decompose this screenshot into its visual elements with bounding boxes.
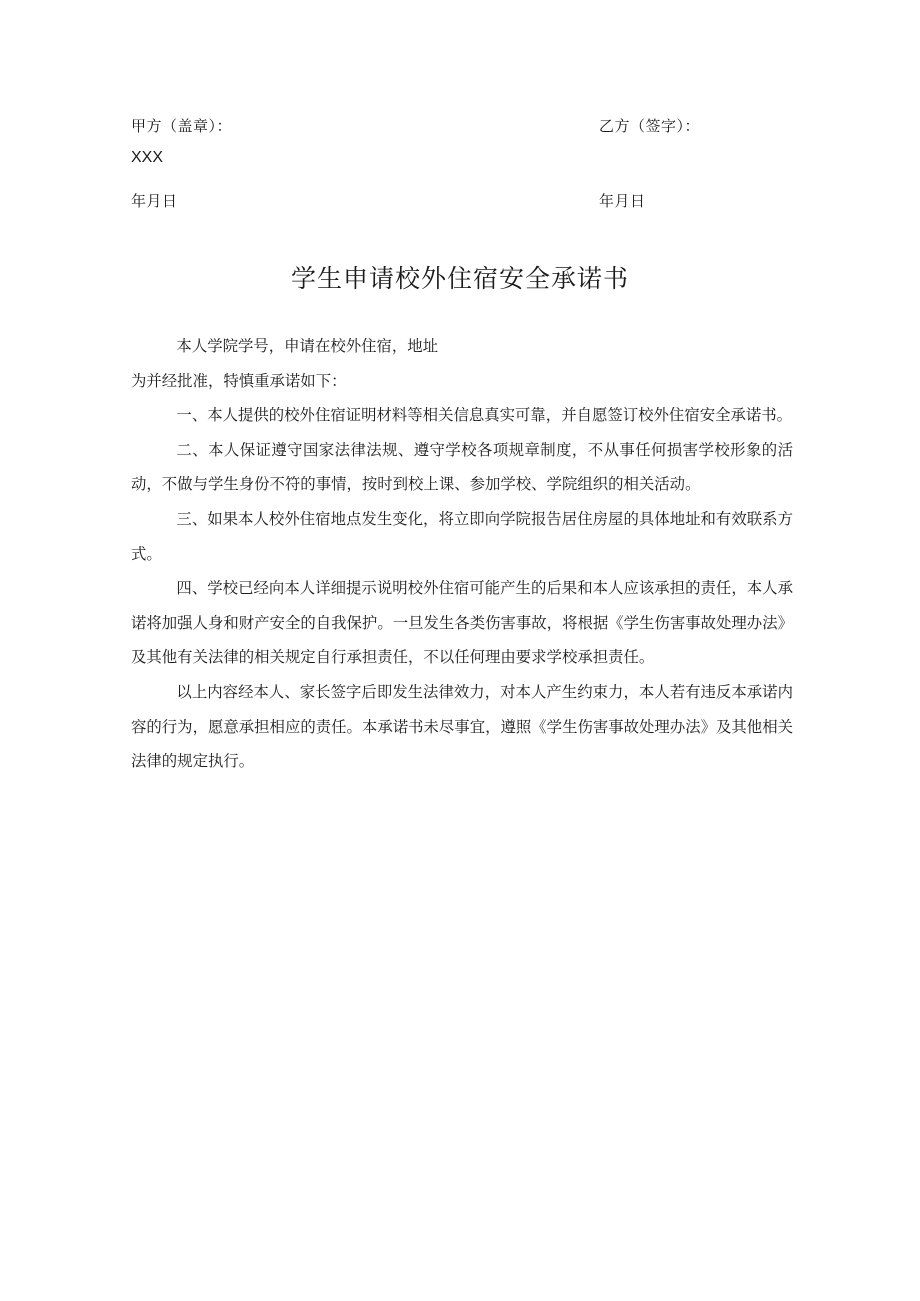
paragraph-approval: 为并经批准，特慎重承诺如下：: [131, 371, 347, 390]
document-title: 学生申请校外住宿安全承诺书: [290, 264, 629, 293]
party-a-label: 甲方（盖章）：: [131, 117, 233, 135]
paragraph-clause-3: 三、如果本人校外住宿地点发生变化，将立即向学院报告居住房屋的具体地址和有效联系方式。: [131, 509, 793, 563]
document-body: [131, 329, 793, 779]
paragraph-clause-1: 一、本人提供的校外住宿证明材料等相关信息真实可靠，并自愿签订校外住宿安全承诺书。: [176, 406, 793, 425]
party-b-date: 年月日: [599, 192, 646, 210]
party-b-label: 乙方（签字）：: [599, 117, 701, 135]
party-a-name: XXX: [131, 149, 164, 166]
party-a-date: 年月日: [131, 192, 178, 210]
paragraph-intro: 本人学院学号，申请在校外住宿，地址: [176, 337, 439, 355]
paragraph-effect: 以上内容经本人、家长签字后即发生法律效力，对本人产生约束力，本人若有违反本承诺内容的行为，愿意承担相应的责任。本承诺书未尽事宜，遵照《学生伤害事故处理办法》及其他相关法律的规定执行。: [131, 682, 793, 771]
paragraph-clause-2: 二、本人保证遵守国家法律法规、遵守学校各项规章制度，不从事任何损害学校形象的活动，不做与学生身份不符的事情，按时到校上课、参加学校、学院组织的相关活动。: [131, 440, 793, 494]
paragraph-clause-4: 四、学校已经向本人详细提示说明校外住宿可能产生的后果和本人应该承担的责任，本人承诺将加强人身和财产安全的自我保护。一旦发生各类伤害事故，将根据《学生伤害事故处理办法》及其他有关法律的相关规定自行承担责任，不以任何理由要求学校承担责任。: [131, 579, 793, 667]
